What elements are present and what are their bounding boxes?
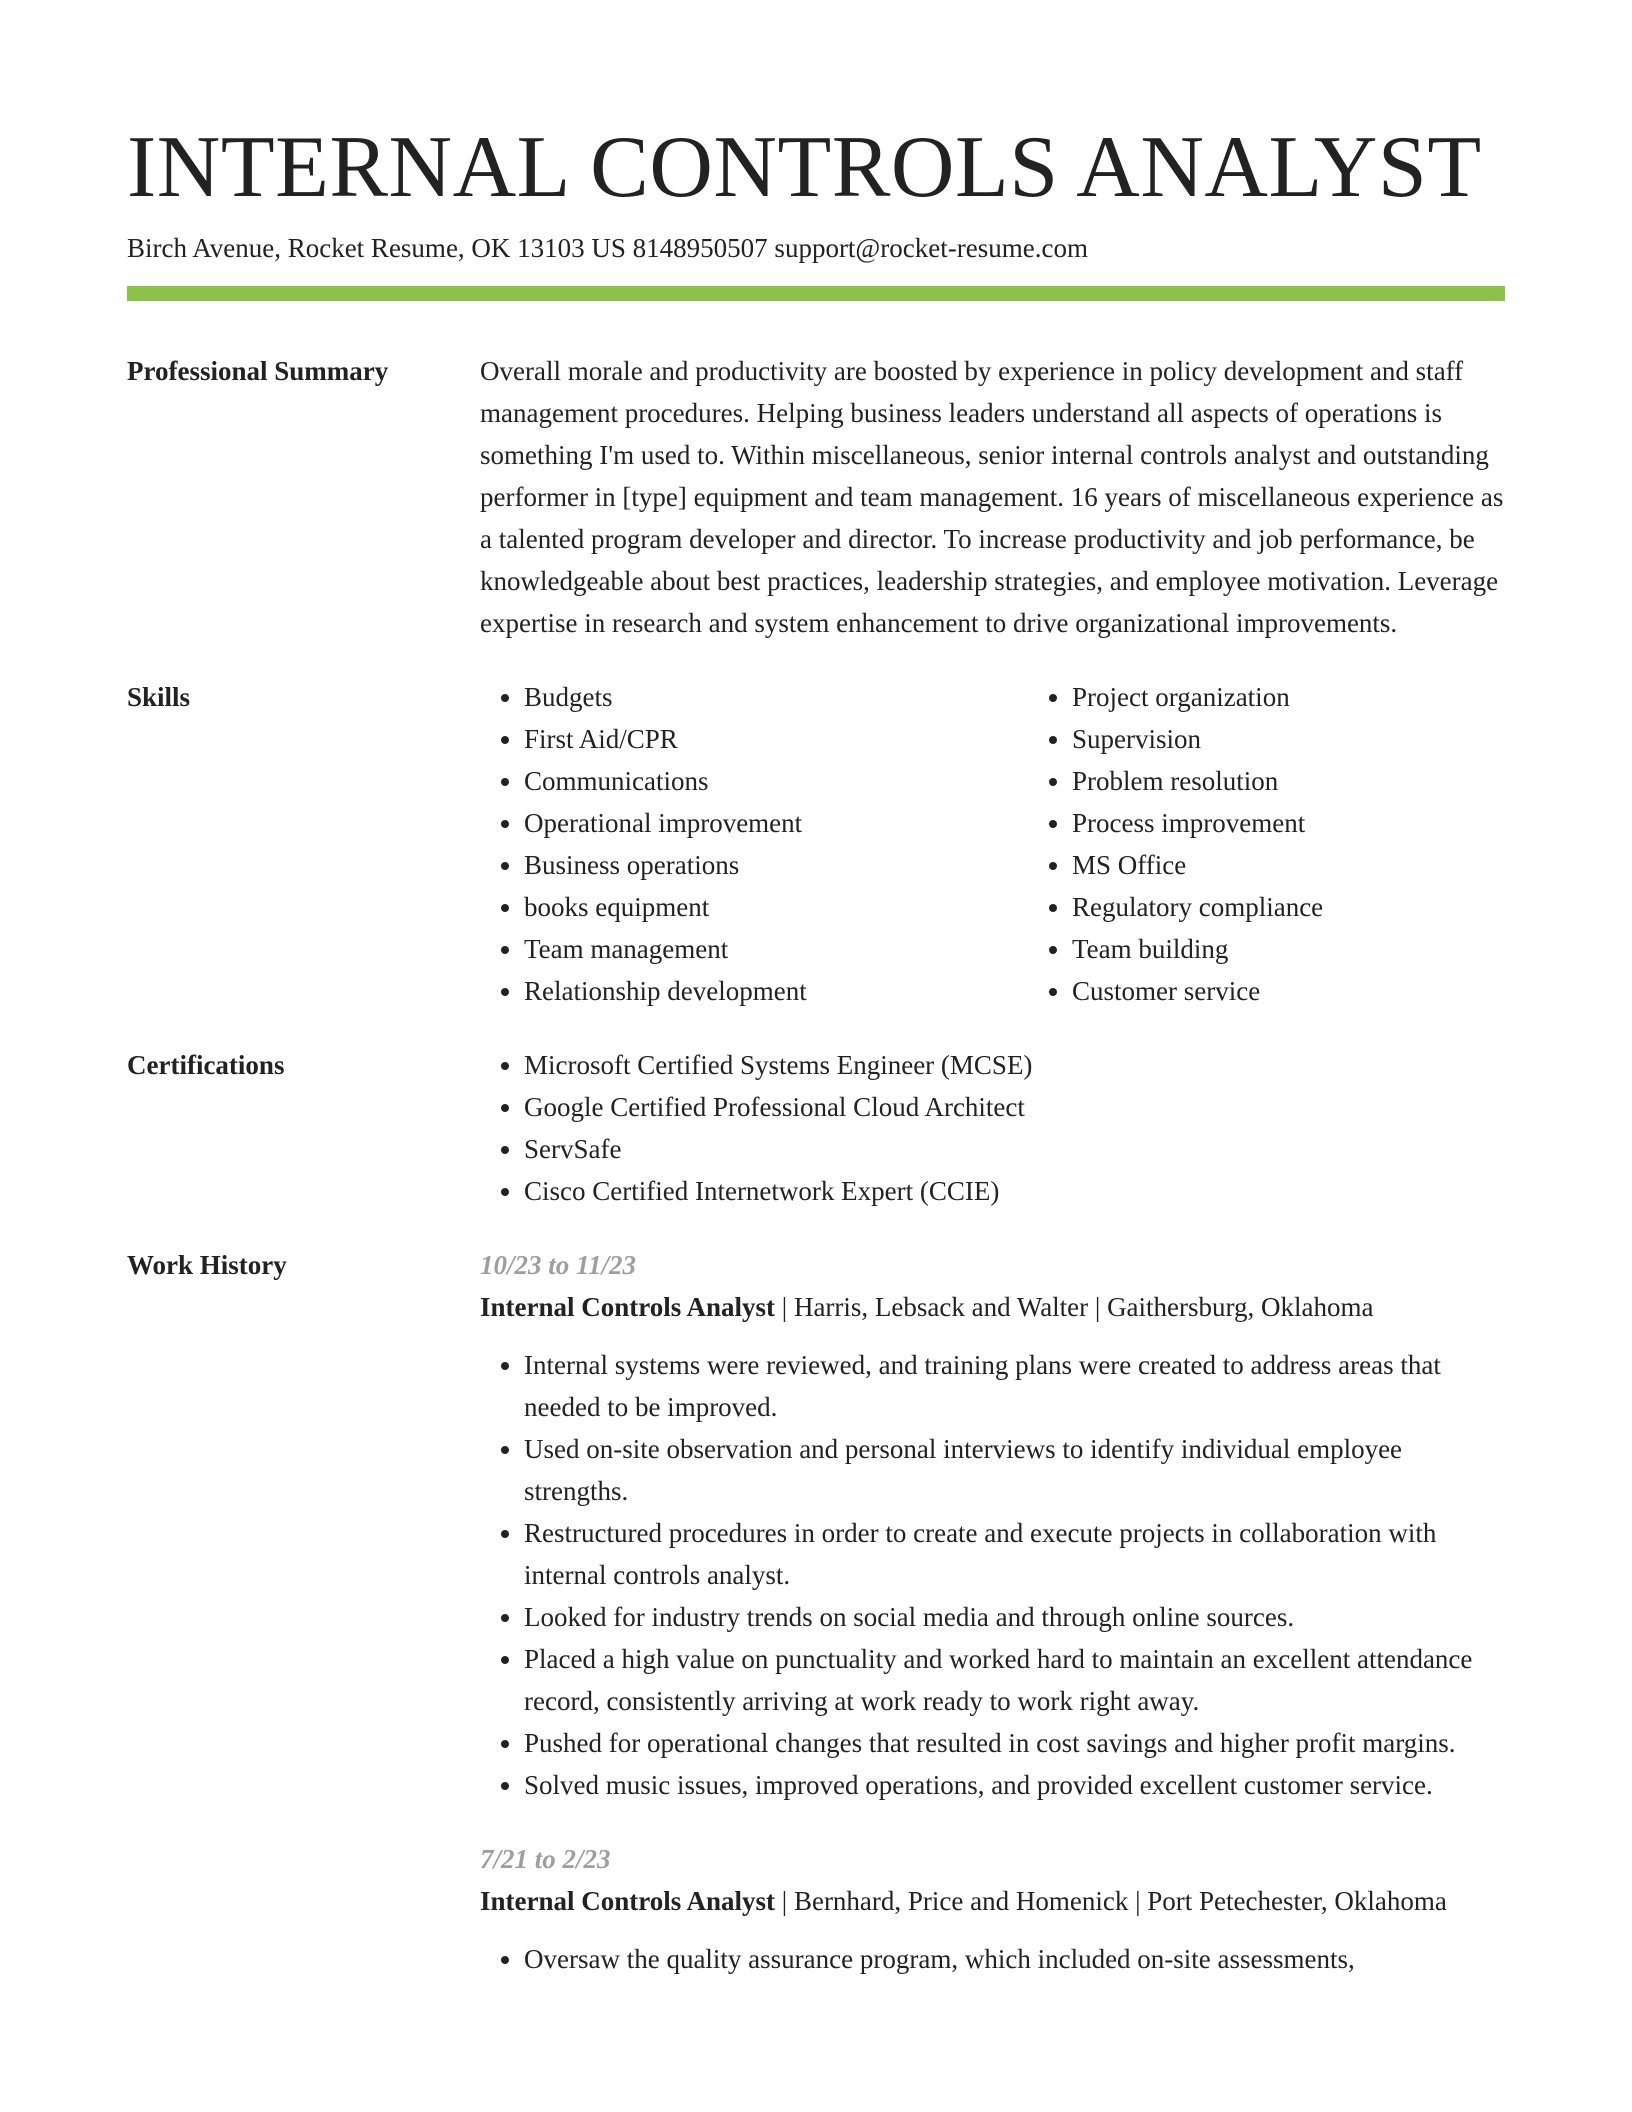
job-bullet: • Internal systems were reviewed, and training plans were created to address areas that needed to be improved. [524,1344,1505,1428]
job-dates: 10/23 to 11/23 [480,1250,637,1280]
job-bullet: • Restructured procedures in order to create and execute projects in collaboration with internal controls analyst. [524,1512,1505,1596]
certifications-section [127,1044,1505,1212]
job-bullet: • Placed a high value on punctuality and worked hard to maintain an excellent attendance record, consistently arriving at work ready to work right away. [524,1638,1505,1722]
skill-item: • Supervision [1072,718,1576,760]
job-bullets [480,1938,1505,1980]
job-bullet: • Looked for industry trends on social media and through online sources. [524,1596,1505,1638]
job-title: Internal Controls Analyst [480,1292,776,1322]
skill-item: • Regulatory compliance [1072,886,1576,928]
job-bullet: • Used on-site observation and personal interviews to identify individual employee strengths. [524,1428,1505,1512]
certification-item: • Microsoft Certified Systems Engineer (MCSE) [524,1044,1505,1086]
certification-item: • ServSafe [524,1128,1505,1170]
section-label-skills: Skills [127,682,191,712]
certifications-list [480,1044,1505,1212]
skill-item: • Project organization [1072,676,1576,718]
job-entry [480,1244,1505,1806]
job-bullets [480,1344,1505,1806]
job-entry [480,1838,1505,1980]
work-history-body [480,1244,1505,2012]
job-details: | Harris, Lebsack and Walter | Gaithersburg, Oklahoma [775,1292,1374,1322]
resume-title: INTERNAL CONTROLS ANALYST [127,119,1482,216]
certifications-body [480,1044,1505,1212]
summary-section [127,350,1505,644]
job-details: | Bernhard, Price and Homenick | Port Petechester, Oklahoma [775,1886,1447,1916]
skill-item: • books equipment [524,886,1028,928]
work-history-section [127,1244,1505,2012]
skill-item: • Operational improvement [524,802,1028,844]
skill-item: • Process improvement [1072,802,1576,844]
skill-item: • Team building [1072,928,1576,970]
skill-item: • Communications [524,760,1028,802]
job-bullet: • Oversaw the quality assurance program, which included on-site assessments, [524,1938,1505,1980]
skill-item: • Problem resolution [1072,760,1576,802]
job-heading [480,1880,1505,1922]
skill-item: • Budgets [524,676,1028,718]
skill-item: • Team management [524,928,1028,970]
section-label-summary: Professional Summary [127,356,389,386]
job-bullet: • Solved music issues, improved operations, and provided excellent customer service. [524,1764,1505,1806]
resume-sections [127,350,1505,2044]
skills-list-left [480,676,1028,1012]
skill-item: • Customer service [1072,970,1576,1012]
header-divider [127,286,1505,301]
job-dates: 7/21 to 2/23 [480,1844,611,1874]
section-label-work-history: Work History [127,1250,287,1280]
skills-columns [480,676,1576,1012]
skill-item: • First Aid/CPR [524,718,1028,760]
skills-list-right [1028,676,1576,1012]
section-label-certifications: Certifications [127,1050,285,1080]
summary-text: Overall morale and productivity are boosted by experience in policy development and staff management procedures. Helping business leaders understand all aspects of operations is something I'm used to. Within miscellaneous, senior internal controls analyst and outstanding performer in [type] equipment and team management. 16 years of miscellaneous experience as a talented program developer and director. To increase productivity and job performance, be knowledgeable about best practices, leadership strategies, and employee motivation. Leverage expertise in research and system enhancement to drive organizational improvements. [480,356,1504,638]
skills-section [127,676,1505,1012]
summary-body [480,350,1505,644]
contact-line: Birch Avenue, Rocket Resume, OK 13103 US 8148950507 support@rocket-resume.com [127,233,1088,263]
job-heading [480,1286,1505,1328]
job-title: Internal Controls Analyst [480,1886,776,1916]
skill-item: • Relationship development [524,970,1028,1012]
certification-item: • Cisco Certified Internetwork Expert (CCIE) [524,1170,1505,1212]
certification-item: • Google Certified Professional Cloud Architect [524,1086,1505,1128]
skill-item: • Business operations [524,844,1028,886]
job-bullet: • Pushed for operational changes that resulted in cost savings and higher profit margins. [524,1722,1505,1764]
skill-item: • MS Office [1072,844,1576,886]
